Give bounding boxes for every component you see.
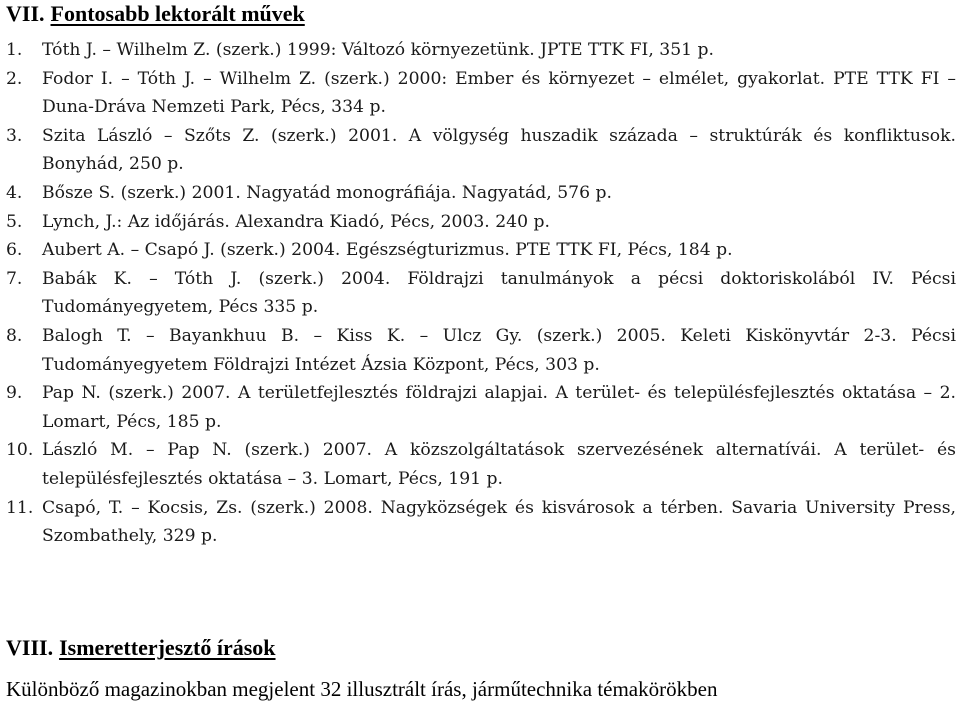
list-item: [0, 122, 960, 179]
list-item: [0, 379, 960, 436]
item-number: 5.: [6, 211, 23, 232]
item-text: Fodor I. – Tóth J. – Wilhelm Z. (szerk.) 2000: Ember és környezet – elmélet, gyakorlat. PTE TTK FI – Duna-Dráva Nemzeti Park, Pécs, 334 p.: [42, 68, 956, 118]
item-text: Pap N. (szerk.) 2007. A területfejlesztés földrajzi alapjai. A terület- és településfejlesztés oktatása – 2. Lomart, Pécs, 185 p.: [42, 383, 956, 432]
item-text: Szita László – Szőts Z. (szerk.) 2001. A völgység huszadik százada – struktúrák és konfliktusok. Bonyhád, 250 p.: [42, 125, 956, 175]
section-heading-viii: [6, 636, 276, 660]
section-title: Fontosabb lektorált művek: [50, 1, 305, 26]
item-text: Csapó, T. – Kocsis, Zs. (szerk.) 2008. Nagyközségek és kisvárosok a térben. Savaria University Press, Szombathely, 329 p.: [42, 497, 956, 547]
item-text: Aubert A. – Csapó J. (szerk.) 2004. Egészségturizmus. PTE TTK FI, Pécs, 184 p.: [42, 240, 733, 261]
item-text: Bősze S. (szerk.) 2001. Nagyatád monográfiája. Nagyatád, 576 p.: [42, 182, 612, 203]
item-number: 3.: [6, 125, 23, 146]
item-number: 9.: [6, 383, 23, 404]
item-number: 8.: [6, 325, 23, 346]
section-heading-vii: [6, 2, 305, 26]
section-number: VIII.: [6, 635, 54, 660]
item-text: Balogh T. – Bayankhuu B. – Kiss K. – Ulcz Gy. (szerk.) 2005. Keleti Kiskönyvtár 2-3. Pécsi Tudományegyetem Földrajzi Intézet Ázsia Központ, Pécs, 303 p.: [42, 325, 956, 375]
list-item: [0, 236, 960, 265]
item-text: Babák K. – Tóth J. (szerk.) 2004. Földrajzi tanulmányok a pécsi doktoriskolából IV. Pécsi Tudományegyetem, Pécs 335 p.: [42, 268, 956, 318]
publication-list: [0, 36, 960, 551]
item-text: László M. – Pap N. (szerk.) 2007. A közszolgáltatások szervezésének alternatívái. A terület- és településfejlesztés oktatása – 3. Lomart, Pécs, 191 p.: [42, 440, 956, 489]
item-text: Lynch, J.: Az időjárás. Alexandra Kiadó, Pécs, 2003. 240 p.: [42, 211, 550, 232]
section-body-text: Különböző magazinokban megjelent 32 illusztrált írás, járműtechnika témakörökben: [6, 677, 718, 701]
item-number: 11.: [6, 497, 34, 518]
item-number: 7.: [6, 268, 23, 289]
item-number: 4.: [6, 182, 23, 203]
list-item: [0, 494, 960, 551]
item-number: 1.: [6, 40, 23, 60]
item-number: 6.: [6, 240, 23, 261]
list-item: [0, 436, 960, 493]
item-number: 10.: [6, 440, 34, 461]
list-item: [0, 36, 960, 65]
item-number: 2.: [6, 68, 23, 89]
list-item: [0, 265, 960, 322]
section-number: VII.: [6, 1, 45, 26]
list-item: [0, 65, 960, 122]
item-text: Tóth J. – Wilhelm Z. (szerk.) 1999: Változó környezetünk. JPTE TTK FI, 351 p.: [42, 40, 714, 60]
list-item: [0, 208, 960, 237]
list-item: [0, 179, 960, 208]
section-title: Ismeretterjesztő írások: [59, 635, 276, 660]
list-item: [0, 322, 960, 379]
